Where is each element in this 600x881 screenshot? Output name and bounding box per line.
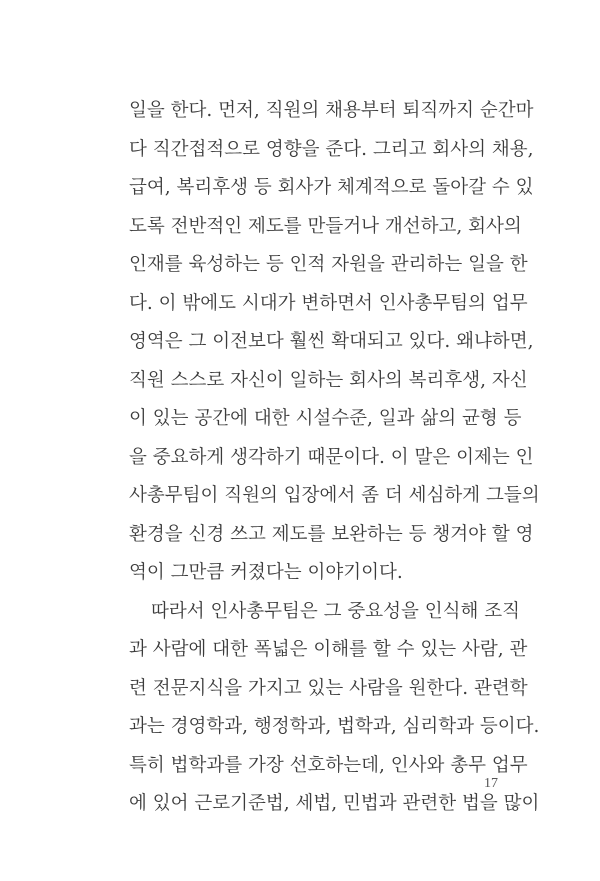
paragraph-end-line: 역이 그만큼 커졌다는 이야기이다. xyxy=(129,562,403,583)
text-line: 사총무팀이 직원의 입장에서 좀 더 세심하게 그들의 xyxy=(129,485,540,506)
text-line: 련 전문지식을 가지고 있는 사람을 원한다. 관련학 xyxy=(129,677,528,699)
text-line: 과는 경영학과, 행정학과, 법학과, 심리학과 등이다. xyxy=(129,716,540,737)
text-line: 일을 한다. 먼저, 직원의 채용부터 퇴직까지 순간마 xyxy=(129,100,534,121)
text-line: 다. 이 밖에도 시대가 변하면서 인사총무팀의 업무 xyxy=(129,292,528,314)
text-line: 영역은 그 이전보다 훨씬 확대되고 있다. 왜냐하면, xyxy=(129,331,534,352)
paragraph-start-line: 따라서 인사총무팀은 그 중요성을 인식해 조직 xyxy=(151,600,520,622)
text-line: 을 중요하게 생각하기 때문이다. 이 말은 이제는 인 xyxy=(129,446,534,468)
text-line: 과 사람에 대한 폭넓은 이해를 할 수 있는 사람, 관 xyxy=(129,639,528,660)
page-number: 17 xyxy=(484,776,498,791)
text-line: 급여, 복리후생 등 회사가 체계적으로 돌아갈 수 있 xyxy=(129,177,534,198)
body-text xyxy=(129,92,540,824)
text-line: 환경을 신경 쓰고 제도를 보완하는 등 챙겨야 할 영 xyxy=(129,523,534,545)
text-line: 이 있는 공간에 대한 시설수준, 일과 삶의 균형 등 xyxy=(129,408,522,429)
text-line: 도록 전반적인 제도를 만들거나 개선하고, 회사의 xyxy=(129,215,522,237)
text-line: 특히 법학과를 가장 선호하는데, 인사와 총무 업무 xyxy=(129,754,528,776)
text-line: 에 있어 근로기준법, 세법, 민법과 관련한 법을 많이 xyxy=(129,793,540,814)
text-line: 인재를 육성하는 등 인적 자원을 관리하는 일을 한 xyxy=(129,254,528,275)
text-line: 다 직간접적으로 영향을 준다. 그리고 회사의 채용, xyxy=(129,138,534,160)
text-line: 직원 스스로 자신이 일하는 회사의 복리후생, 자신 xyxy=(129,369,528,391)
